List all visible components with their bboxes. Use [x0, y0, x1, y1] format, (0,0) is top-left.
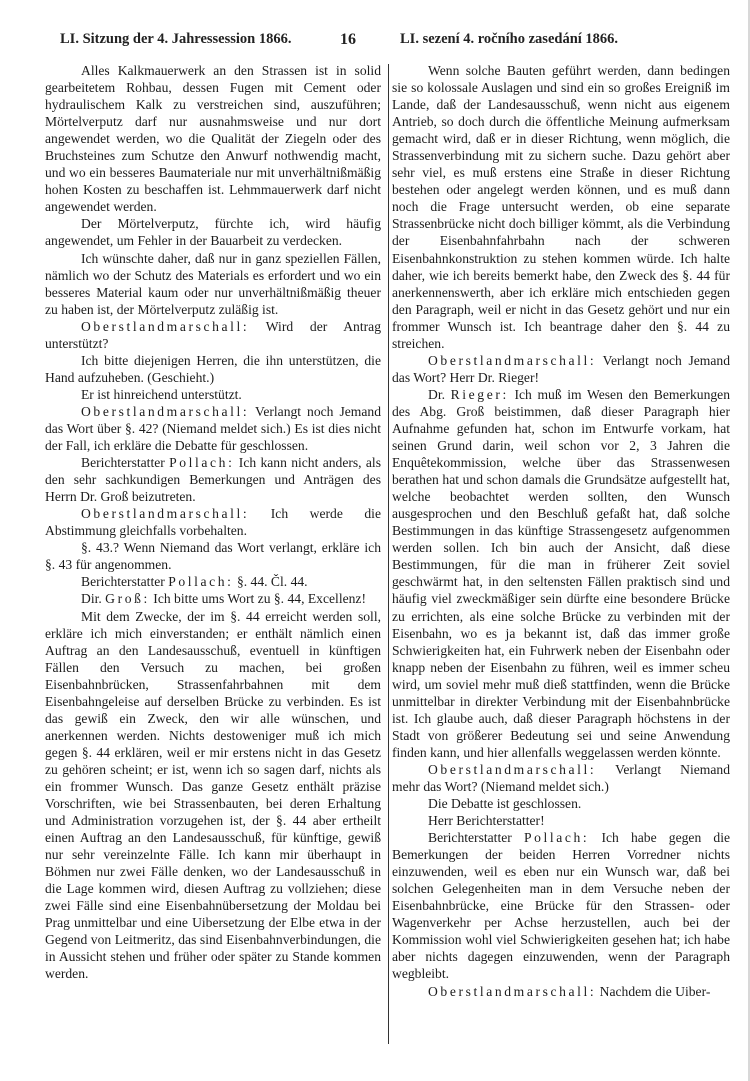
speaker-name: Oberstlandmarschall:	[428, 983, 597, 999]
paragraph-text: Ich habe gegen die Bemerkungen der beiden Herren Vorredner nichts einzuwenden, weil es eben nur ein Wunsch war, daß bei solchen Gelegenheiten man in dem Versuche neben der Eisenbahnbrücke, eine Brücke für den Strassen- oder Wagenverkehr per Achse herzustellen, auch bei der Kommission wohl viel Schwierigkeiten gesehen hat; ich habe aber nichts dagegen einzuwenden, wenn der Paragraph wegbleibt.	[392, 830, 731, 982]
paragraph-text: Alles Kalkmauerwerk an den Strassen ist in solid gearbeitetem Rohbau, dessen Fugen mit Cement oder hydraulischem Kalk zu verstreichen sind, auszuführen; Mörtelverputz darf nur ausnahmsweise und nur dort angewendet werden, wo die Qualität der Ziegeln oder des Bruchsteines zum Schutze den Anwurf nothwendig macht, und wo ein besseres Baumateriale nur mit unverhältnißmäßig hohen Kosten zu beschaffen ist. Lehmmauerwerk darf nicht angewendet werden.	[45, 63, 381, 215]
speaker-name: Pollach:	[169, 455, 235, 471]
paragraph-text: Ich muß im Wesen den Bemerkungen des Abg. Groß beistimmen, daß dieser Paragraph hier Aufnahme gefunden hat, schon im Entwurfe vorkam, hat seinen Grund darin, weil schon vor 2, 3 Jahren die Enquêtekommission, welche über das Strassenwesen berathen hat und schon damals die Grundsätze aufgestellt hat, welche beobachtet werden sollten, den Wunsch ausgesprochen und den Beschluß gefaßt hat, daß solche Bestimmungen in das künftige Strassengesetz aufgenommen werden sollen. Ich bin auch der Ansicht, daß diese Bestimmungen, für die man in früherer Zeit soviel geschwärmt hat, in den seltensten Fällen praktisch sind und häufig viel zweckmäßiger sein dürfte eine besondere Brücke zu errichten, als eine solche Brücke zu verbinden mit der Eisenbahn, wo es ja bekannt ist, daß das immer große Schwierigkeiten hat, ein Fuhrwerk neben der Eisenbahn oder knapp neben der Eisenbahn zu führen, weil es immer scheu wird, um soviel mehr muß dieß stattfinden, wenn die Brücke unmittelbar in direkter Verbindung mit der Eisenbahnbrücke ist. Ich glaube auch, daß dieser Paragraph höchstens in der Stadt von größerer Bedeutung sei und seine Anwendung finden kann, und hier allenfalls weggelassen werden könnte.	[392, 386, 731, 760]
paragraph	[392, 386, 730, 761]
right-column	[392, 62, 730, 1000]
paragraph	[45, 250, 381, 318]
paragraph-text: Die Debatte ist geschlossen.	[428, 796, 582, 812]
left-column	[45, 62, 381, 983]
paragraph	[45, 539, 381, 573]
page-header	[58, 31, 668, 51]
paragraph	[45, 573, 381, 590]
page-number: 16	[340, 31, 356, 48]
paragraph	[45, 318, 381, 352]
header-czech-title: LI. sezení 4. ročního zasedání 1866.	[400, 31, 619, 47]
speaker-name: Rieger:	[450, 386, 509, 402]
paragraph-text: Ich bitte diejenigen Herren, die ihn unterstützen, die Hand aufzuheben. (Geschieht.)	[45, 352, 381, 385]
paragraph	[45, 352, 381, 386]
speaker-name: Oberstlandmarschall:	[81, 506, 250, 522]
paragraph-text: §. 43.? Wenn Niemand das Wort verlangt, erkläre ich §. 43 für angenommen.	[45, 540, 381, 573]
speaker-name: Oberstlandmarschall:	[81, 403, 250, 419]
paragraph	[45, 505, 381, 539]
speaker-title: Berichterstatter	[81, 455, 170, 471]
paragraph	[392, 795, 730, 812]
paragraph-text: Ich kann nicht anders, als den sehr sachkundigen Bemerkungen und Anträgen des Herrn Dr. Groß beizutreten.	[45, 455, 381, 505]
paragraph-text: Ich werde die Abstimmung gleichfalls vorbehalten.	[45, 506, 381, 539]
paragraph	[45, 590, 381, 607]
paragraph-text: Er ist hinreichend unterstützt.	[81, 386, 242, 402]
paragraph	[392, 812, 730, 829]
paragraph-text: Verlangt Niemand mehr das Wort? (Niemand meldet sich.)	[392, 761, 730, 794]
header-german-title: LI. Sitzung der 4. Jahressession 1866.	[60, 31, 292, 47]
speaker-name: Groß:	[105, 591, 150, 607]
speaker-title: Berichterstatter	[81, 574, 169, 590]
paragraph-text: Nachdem die Uiber-	[596, 983, 711, 999]
speaker-title: Dr.	[428, 386, 451, 402]
paragraph	[45, 215, 381, 249]
paragraph	[392, 829, 730, 982]
paragraph-text: Mit dem Zwecke, der im §. 44 erreicht werden soll, erkläre ich mich einverstanden; er enthält nämlich einen Auftrag an den Landesausschuß, eventuell in künftigen Fällen den Versuch zu machen, bei großen Eisenbahnbrücken, Strassenfahrbahnen mit dem Eisenbahngeleise auf derselben Brücke zu verbinden. Es ist das gewiß ein Zweck, den wir alle wünschen, und anerkennen werden. Nichts destoweniger muß ich mich gegen §. 44 erklären, weil er mir erstens nicht in das Gesetz zu gehören scheint; er ist, wenn ich so sagen darf, nichts als ein frommer Wunsch. Das ganze Gesetz enthält präzise Vorschriften, wie bei Strassenbauten, bei deren Erhaltung und Administration vorzugehen ist, der §. 44 aber ertheilt einen Auftrag an den Landesausschuß, für künftige, gewiß nur sehr vereinzelnte Fälle. Ich kann mir überhaupt in Böhmen nur zwei Fälle denken, wo der Landesausschuß in die Lage kommen wird, diesen Auftrag zu vollziehen; diese zwei Fälle sind eine Eisenbahnübersetzung der Moldau bei Prag unmittelbar und eine Uibersetzung der Elbe etwa in der Gegend von Leitmeritz, das sind Eisenbahnverbindungen, die in Aussicht stehen und früher oder später zu Stande kommen werden.	[45, 608, 381, 982]
speaker-name: Pollach:	[523, 830, 590, 846]
paragraph	[392, 761, 730, 795]
speaker-name: Oberstlandmarschall:	[81, 318, 250, 334]
paragraph	[45, 403, 381, 454]
paragraph-text: Verlangt noch Jemand das Wort? Herr Dr. Rieger!	[392, 352, 730, 385]
paragraph-text: Der Mörtelverputz, fürchte ich, wird häufig angewendet, um Fehler in der Bauarbeit zu verdecken.	[45, 216, 381, 249]
speaker-name: Oberstlandmarschall:	[428, 352, 597, 368]
column-divider	[388, 64, 389, 1044]
paragraph	[45, 62, 381, 215]
speaker-title: Dir.	[81, 591, 106, 607]
speaker-title: Berichterstatter	[428, 830, 524, 846]
paragraph-text: Herr Berichterstatter!	[428, 813, 545, 829]
paragraph	[45, 608, 381, 983]
paragraph	[392, 352, 730, 386]
paragraph	[45, 454, 381, 505]
paragraph-text: Ich wünschte daher, daß nur in ganz speziellen Fällen, nämlich wo der Schutz des Materials es erfordert und wo ein besseres Material kaum oder nur unverhältnißmäßig theuer zu haben ist, der Mörtelverputz zuläßig ist.	[45, 250, 381, 317]
paragraph	[45, 386, 381, 403]
paragraph-text: Verlangt noch Jemand das Wort über §. 42? (Niemand meldet sich.) Es ist dies nicht der Fall, ich erkläre die Debatte für geschlossen.	[45, 403, 381, 454]
paragraph-text: Wenn solche Bauten geführt werden, dann bedingen sie so kolossale Auslagen und sind ein so großes Ereigniß im Lande, daß der Landesausschuß, wenn nicht aus eigenem Antrieb, so doch durch die öffentliche Meinung aufmerksam gemacht wird, daß er in dieser Richtung, wenn möglich, die Strassenverbindung mit zu sichern suche. Dazu gehört aber sehr viel, es muß erstens eine Straße in dieser Richtung bestehen oder angelegt werden können, und es muß dann noch die Frage untersucht werden, ob eine separate Strassenbrücke nicht doch billiger kömmt, als die Verbindung der Eisenbahnfahrbahn nach der schweren Eisenbahnkonstruktion zu stehen kommen würde. Ich halte daher, wie ich bereits bemerkt habe, den Zweck des §. 44 für anerkennenswerth, aber ich erkläre mich entschieden gegen den Paragraph, weil er nicht in das Gesetz gehört und nur ein frommer Wunsch ist. Ich beantrage daher den §. 44 zu streichen.	[392, 63, 730, 351]
paragraph-text: Ich bitte ums Wort zu §. 44, Excellenz!	[149, 591, 366, 607]
paragraph	[392, 983, 730, 1000]
paragraph	[392, 62, 730, 352]
speaker-name: Oberstlandmarschall:	[428, 761, 597, 777]
paragraph-text: Wird der Antrag unterstützt?	[45, 318, 381, 351]
paragraph-text: §. 44. Čl. 44.	[233, 574, 308, 590]
speaker-name: Pollach:	[168, 574, 234, 590]
